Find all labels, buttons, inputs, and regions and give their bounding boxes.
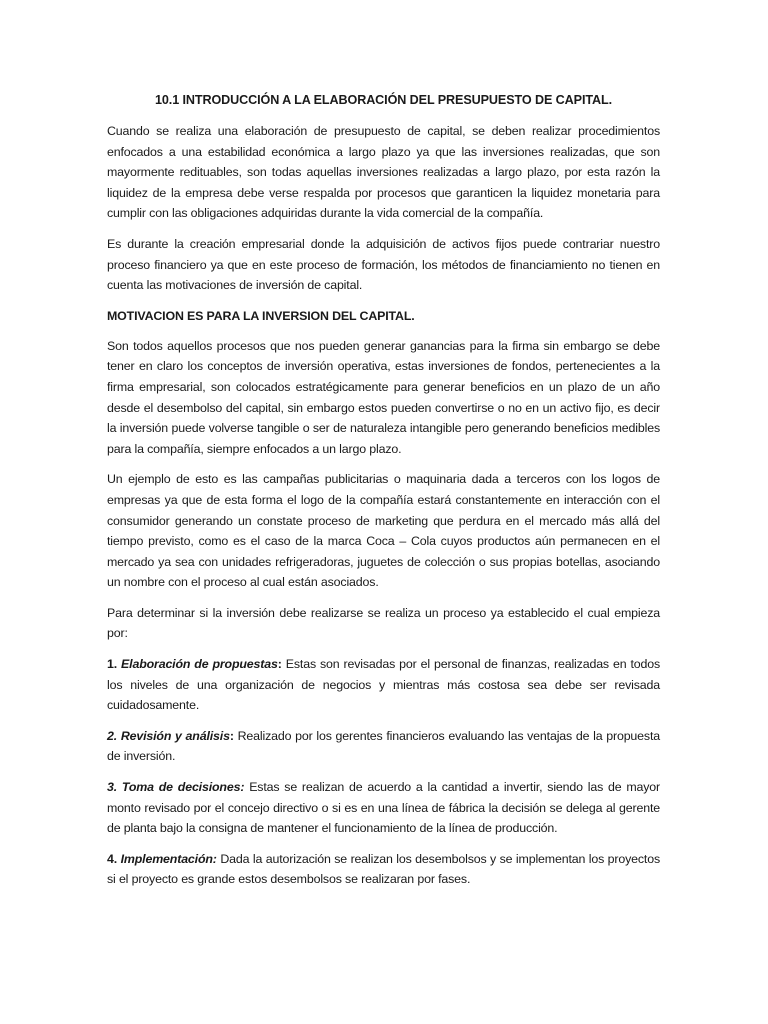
step-1-text: Estas son revisadas por el personal de finanzas, realizadas en todos los niveles de una organización de negocios y mientras más costosa sea debe ser revisada cuidadosamente. — [107, 657, 661, 713]
step-1: 1. Elaboración de propuestas: Estas son revisadas por el personal de finanzas, realizadas en todos los niveles de una organización de negocios y mientras más costosa sea debe ser revisada cuidadosamente. — [107, 657, 661, 713]
paragraph-motivation-3: Para determinar si la inversión debe realizarse se realiza un proceso ya establecido el cual empieza por: — [107, 605, 660, 641]
paragraph-intro-1: Cuando se realiza una elaboración de presupuesto de capital, se deben realizar procedimientos enfocados a una estabilidad económica a largo plazo ya que las inversiones realizadas, que son mayormente redituables, son todas aquellas inversiones realizadas a largo plazo, por esta razón la liquidez de la empresa debe verse respalda por procesos que garanticen la liquidez monetaria para cumplir con las obligaciones adquiridas durante la vida comercial de la compañía. — [107, 124, 660, 221]
step-2-text: Realizado por los gerentes financieros evaluando las ventajas de la propuesta de inversión. — [107, 728, 660, 764]
section-subtitle: MOTIVACION ES PARA LA INVERSION DEL CAPITAL. — [107, 308, 415, 323]
step-4 — [107, 849, 660, 890]
step-1-number: 1. — [107, 657, 118, 672]
step-2-label: Revisión y análisis — [120, 728, 230, 743]
paragraph-motivation-1: Son todos aquellos procesos que nos pueden generar ganancias para la firma sin embargo se debe tener en claro los conceptos de inversión operativa, estas inversiones de fondos, pertenecientes a la firma empresarial, son colocados estratégicamente para generar beneficios en un plazo de un año desde el desembolso del capital, sin embargo estos pueden convertirse o no en un activo fijo, es decir la inversión puede volverse tangible o ser de naturaleza intangible pero generando beneficios medibles para la compañía, siempre enfocados a un largo plazo. — [107, 338, 660, 456]
step-4-label: Implementación: — [120, 851, 217, 866]
step-3-number: 3. — [107, 780, 118, 795]
step-3-text: Estas se realizan de acuerdo a la cantidad a invertir, siendo las de mayor monto revisado por el concejo directivo o si es en una línea de fábrica la decisión se delega al gerente de planta bajo la consigna de mantener el funcionamiento de la línea de producción. — [107, 780, 661, 836]
paragraph-intro-2: Es durante la creación empresarial donde la adquisición de activos fijos puede contrariar nuestro proceso financiero ya que en este proceso de formación, los métodos de financiamiento no tienen en cuenta las motivaciones de inversión de capital. — [107, 236, 660, 293]
step-3-label: Toma de decisiones: — [121, 780, 245, 795]
step-4-text: Dada la autorización se realizan los desembolsos y se implementan los proyectos si el proyecto es grande estos desembolsos se realizaran por fases. — [107, 851, 661, 887]
step-4-number: 4. — [107, 851, 118, 866]
step-1-label: Elaboración de propuestas — [121, 657, 278, 672]
paragraph-motivation-2: Un ejemplo de esto es las campañas publicitarias o maquinaria dada a terceros con los logos de empresas ya que de esta forma el logo de la compañía estará constantemente en interacción con el consumidor generando un constate proceso de marketing que perdura en el mercado más allá del tiempo previsto, como es el caso de la marca Coca – Cola cuyos productos aún permanecen en el mercado ya sea con unidades refrigeradoras, juguetes de colección o sus propias botellas, asociando un nombre con el proceso al cual están asociados. — [107, 472, 660, 590]
step-2: 2. Revisión y análisis: Realizado por los gerentes financieros evaluando las ventajas de la propuesta de inversión. — [107, 728, 660, 764]
step-2-number: 2. — [107, 728, 118, 743]
document-page — [107, 90, 660, 900]
document-title: 10.1 INTRODUCCIÓN A LA ELABORACIÓN DEL PRESUPUESTO DE CAPITAL. — [154, 93, 612, 107]
step-3 — [107, 777, 660, 839]
